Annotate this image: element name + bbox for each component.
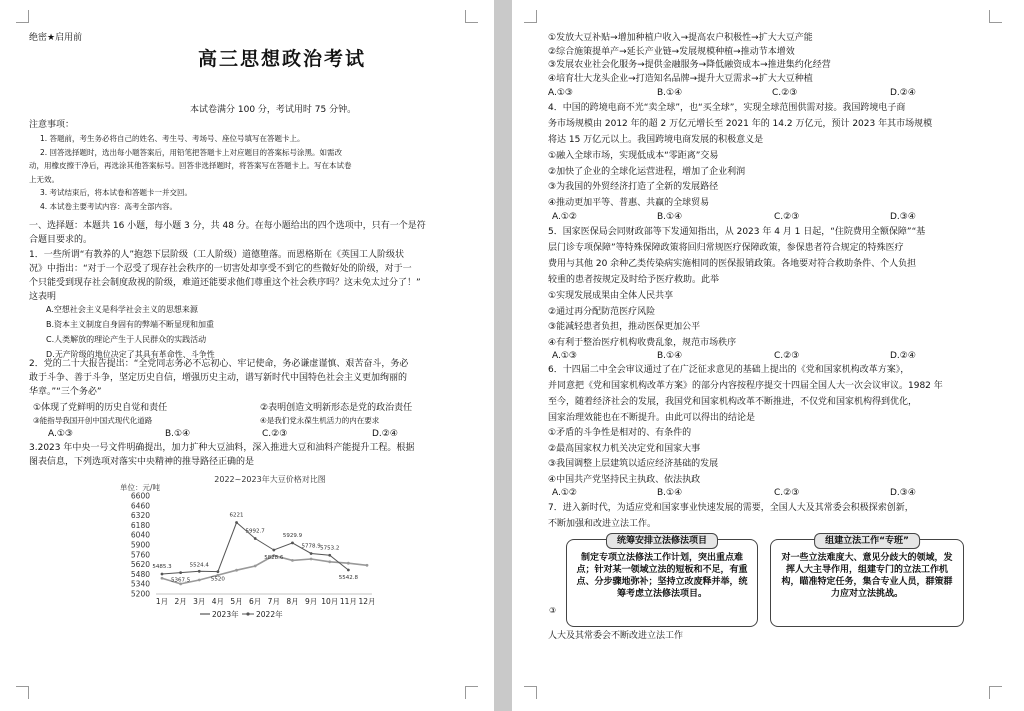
- y-tick-label: 5480: [130, 569, 150, 579]
- legend-label: 2022年: [256, 610, 283, 619]
- data-label: 5992.7: [245, 528, 265, 535]
- data-point: [198, 570, 201, 573]
- x-tick-label: 5月: [230, 597, 243, 606]
- soybean-price-chart: [120, 474, 380, 622]
- y-tick-label: 5900: [130, 540, 150, 550]
- option-line: ①实现发展成果由全体人民共享: [548, 291, 674, 301]
- info-box-1-text: 制定专项立法修法工作计划，突出重点难点；针对某一领域立法的短板和不足，有重点、分步骤地弥补；坚持立改废释并举，统筹考虑立法修法项目。: [576, 553, 748, 599]
- note-line: 1. 答题前，考生务必将自己的姓名、考生号、考场号、座位号填写在答题卡上。: [40, 134, 305, 143]
- crop-mark: [465, 10, 478, 23]
- choice-label: A.①③: [48, 429, 73, 439]
- y-tick-label: 5760: [130, 550, 150, 560]
- question-line: 1．一些所谓“有教养的人”抱怨下层阶级（工人阶级）道德堕落。而恩格斯在《英国工人阶级状: [29, 250, 405, 260]
- legend-label: 2023年: [212, 610, 239, 619]
- data-point: [217, 570, 220, 573]
- option-line: ③能减轻患者负担，推动医保更加公平: [548, 322, 701, 332]
- option-line: B.资本主义制度自身固有的弊端不断显现和加重: [46, 320, 215, 329]
- note-line: 3. 考试结束后，将本试卷和答题卡一并交回。: [40, 188, 193, 197]
- x-tick-label: 10月: [321, 597, 339, 606]
- data-point: [198, 579, 201, 582]
- question-line: 图表信息，下列选项对落实中央精神的推导路径正确的是: [29, 457, 255, 467]
- question-line: 不断加强和改进立法工作。: [548, 519, 657, 529]
- question-line: 将达 15 万亿元以上。我国跨境电商发展的积极意义是: [548, 135, 764, 145]
- x-tick-label: 2月: [174, 597, 187, 606]
- data-point: [254, 565, 257, 568]
- x-tick-label: 12月: [358, 597, 376, 606]
- question-line: 至今，随着经济社会的发展，我国党和国家机构改革不断推进，不仅党和国家机构得到优化，: [548, 397, 918, 407]
- note-line: 动，用橡皮擦干净后，再选涂其他答案标号。回答非选择题时，将答案写在答题卡上。写在本试卷: [29, 161, 352, 170]
- side-mark: ③: [549, 606, 557, 615]
- exam-subtitle: 本试卷满分 100 分，考试用时 75 分钟。: [190, 105, 357, 115]
- y-tick-label: 5340: [130, 579, 150, 589]
- info-box-2: [770, 536, 964, 627]
- question-line: 较重的患者按规定及时给予医疗救助。此举: [548, 275, 720, 285]
- section-line: 合题目要求的。: [29, 235, 93, 245]
- choice-label: C.②③: [262, 429, 288, 439]
- option-line: ②通过再分配防范医疗风险: [548, 306, 656, 317]
- question-line: 并同意把《党和国家机构改革方案》的部分内容按程序提交十四届全国人大一次会议审议。1982 年: [548, 381, 943, 391]
- choice-label: B.①④: [657, 88, 683, 98]
- data-point: [328, 560, 331, 563]
- info-box-2-text: 对一些立法难度大、意见分歧大的领域，发挥人大主导作用，组建专门的立法工作机构，瞄准特定任务，集合专业人员，群策群力应对立法挑战。: [781, 553, 953, 599]
- data-point: [328, 554, 331, 557]
- crop-mark: [16, 10, 29, 23]
- choice-label: B.①④: [657, 212, 683, 222]
- question-line: 7．进入新时代，为适应党和国家事业快速发展的需要，全国人大及其常委会积极探索创新，: [548, 503, 914, 513]
- option-line: ③为我国的外贸经济打造了全新的发展路径: [548, 182, 719, 192]
- y-axis-label: 单位：元/吨: [120, 483, 161, 492]
- option-line: ①融入全球市场，实现低成本“零距离”交易: [548, 151, 719, 161]
- crop-mark: [524, 10, 537, 23]
- data-point: [310, 558, 313, 561]
- choice-label: C.②③: [774, 488, 800, 498]
- crop-mark: [989, 686, 1002, 699]
- y-tick-label: 6320: [130, 511, 150, 521]
- data-label: 5929.9: [282, 532, 303, 539]
- question-line: 3.2023 年中央一号文件明确提出，加力扩种大豆油料，深入推进大豆和油料产能提升工程。根据: [29, 443, 415, 453]
- option-line: ④中国共产党坚持民主执政、依法执政: [548, 474, 701, 485]
- x-tick-label: 8月: [286, 597, 299, 606]
- option-line: D.无产阶级的地位决定了其具有革命性、斗争性: [46, 350, 215, 359]
- option-line: ①体现了党鲜明的历史自觉和责任: [33, 403, 168, 413]
- data-label: 5778.9: [301, 543, 321, 550]
- choice-label: B.①④: [657, 488, 683, 498]
- data-point: [254, 537, 257, 540]
- option-line: ④推动更加平等、普惠、共赢的全球贸易: [548, 197, 710, 208]
- option-line: ③能指导我国开创中国式现代化道路: [33, 416, 153, 425]
- question-line: 5．国家医保局会同财政部等下发通知指出，从 2023 年 4 月 1 日起，“住院费用全额保障”“基: [548, 227, 926, 237]
- option-line: ④是我们党永葆生机活力的内在要求: [260, 416, 380, 425]
- data-point: [347, 562, 350, 565]
- option-line: ③发展农业社会化服务→提供金融服务→降低融资成本→推进集约化经营: [548, 60, 831, 70]
- data-label: 5828.6: [264, 554, 284, 561]
- section-line: 一、选择题：本题共 16 小题，每小题 3 分，共 48 分。在每小题给出的四个选项中，只有一个是符: [29, 221, 426, 231]
- question-line: 国家治理效能也在不断提升。由此可以得出的结论是: [548, 413, 756, 423]
- note-line: 2. 回答选择题时，选出每小题答案后，用铅笔把答题卡上对应题目的答案标号涂黑。如需改: [40, 147, 343, 157]
- question-line: 个只能受到现存社会制度敌视的阶级，难道还能要求他们尊重这个社会秩序吗？这未免太过分了！”: [29, 278, 421, 288]
- y-tick-label: 6600: [130, 491, 150, 501]
- option-line: ③我国调整上层建筑以适应经济基础的发展: [548, 459, 719, 469]
- legend-marker: [246, 612, 249, 615]
- x-tick-label: 1月: [155, 597, 169, 606]
- choice-label: D.②④: [890, 88, 916, 98]
- question-line: 务市场规模由 2012 年的超 2 万亿元增长至 2021 年的 14.2 万亿元，预计 2023 年其市场规模: [548, 119, 933, 129]
- data-point: [272, 549, 275, 552]
- question-line: 况》中指出：“对于一个忍受了现存社会秩序的一切害处却享受不到它的些微好处的阶级，对于一: [29, 264, 412, 274]
- option-line: ②加快了企业的全球化运营进程，增加了企业利润: [548, 166, 746, 177]
- choice-label: A.①③: [548, 88, 573, 98]
- option-line: ①矛盾的斗争性是相对的、有条件的: [548, 428, 692, 438]
- option-line: ②综合施策提单产→延长产业链→发展规模种植→推动节本增效: [548, 46, 795, 57]
- data-label: 5367.5: [171, 577, 191, 584]
- y-tick-label: 5200: [130, 589, 150, 599]
- exam-page-left: [0, 0, 494, 711]
- choice-label: A.①③: [552, 351, 577, 361]
- data-point: [291, 542, 294, 545]
- choice-label: D.③④: [890, 212, 916, 222]
- y-tick-label: 6040: [130, 530, 150, 540]
- data-label: 5753.2: [320, 545, 340, 552]
- note-line: 上无效。: [29, 174, 59, 184]
- option-line: C.人类解放的理论产生于人民群众的实践活动: [46, 335, 207, 344]
- choice-label: C.②③: [774, 212, 800, 222]
- choice-label: A.①②: [552, 488, 577, 498]
- question-line: 敢于斗争、善于斗争，坚定历史自信，增强历史主动，谱写新时代中国特色社会主义更加绚丽的: [29, 373, 408, 383]
- data-point: [366, 564, 369, 567]
- choice-label: A.①②: [552, 212, 577, 222]
- choice-label: D.②④: [890, 351, 916, 361]
- data-label: 6221: [229, 512, 244, 519]
- data-label: 5524.4: [189, 562, 209, 569]
- choice-label: C.②③: [774, 351, 800, 361]
- crop-mark: [524, 686, 537, 699]
- crop-mark: [989, 10, 1002, 23]
- data-label: 5542.8: [338, 575, 358, 582]
- info-box-1-title: 统筹安排立法修法项目: [606, 533, 718, 549]
- option-line: ②最高国家权力机关决定党和国家大事: [548, 443, 701, 454]
- choice-label: C.②③: [772, 88, 798, 98]
- question-line: 2．党的二十大报告提出：“全党同志务必不忘初心、牢记使命，务必谦虚谨慎、艰苦奋斗，务必: [29, 359, 409, 369]
- question-line: 费用与其他 20 余种乙类传染病实施相同的医保报销政策。各地要对符合救助条件、个人负担: [548, 259, 917, 269]
- x-tick-label: 4月: [211, 597, 225, 606]
- crop-mark: [16, 686, 29, 699]
- info-box-1: [566, 536, 758, 627]
- data-label: 5520: [210, 576, 225, 583]
- x-tick-label: 7月: [267, 597, 280, 606]
- question-line: 6．十四届二中全会审议通过了在广泛征求意见的基础上提出的《党和国家机构改革方案》，: [548, 365, 910, 375]
- question-line: 层门诊专项保障”等特殊保障政策将回归常规医疗保障政策，参保患者符合规定的特殊医疗: [548, 243, 904, 253]
- data-label: 5485.3: [152, 564, 172, 571]
- option-line: ④有利于整治医疗机构收费乱象，规范市场秩序: [548, 337, 737, 348]
- option-line: A.空想社会主义是科学社会主义的思想来源: [46, 305, 198, 314]
- option-line: ④培育壮大龙头企业→打造知名品牌→提升大豆需求→扩大大豆种植: [548, 73, 813, 84]
- confidential-mark: 绝密★启用前: [29, 33, 83, 43]
- question-line: 华章。”“三个务必”: [29, 387, 102, 397]
- option-line: ①发放大豆补贴→增加种植户收入→提高农户积极性→扩大大豆产能: [548, 33, 813, 43]
- y-tick-label: 5620: [130, 560, 150, 570]
- x-tick-label: 6月: [249, 597, 262, 606]
- option-line: ②表明创造文明新形态是党的政治责任: [260, 403, 413, 413]
- data-point: [179, 571, 182, 574]
- data-point: [235, 569, 238, 572]
- choice-label: D.②④: [372, 429, 398, 439]
- choice-label: D.③④: [890, 488, 916, 498]
- data-point: [347, 569, 350, 572]
- y-tick-label: 6460: [130, 501, 150, 511]
- x-tick-label: 11月: [339, 597, 357, 606]
- x-tick-label: 3月: [193, 597, 206, 606]
- data-point: [310, 552, 313, 555]
- data-point: [235, 521, 238, 524]
- question-line: 这表明: [29, 292, 57, 302]
- chart-title: 2022~2023年大豆价格对比图: [214, 475, 326, 484]
- data-point: [161, 573, 164, 576]
- notes-title: 注意事项：: [29, 120, 75, 130]
- y-tick-label: 6180: [130, 520, 150, 530]
- exam-title: 高三思想政治考试: [198, 48, 367, 70]
- x-tick-label: 9月: [304, 597, 318, 606]
- note-line: 4. 本试卷主要考试内容：高考全部内容。: [40, 201, 178, 211]
- conclusion-line: 人大及其常委会不断改进立法工作: [548, 631, 684, 641]
- data-point: [291, 559, 294, 562]
- choice-label: B.①④: [657, 351, 683, 361]
- data-point: [161, 577, 164, 580]
- question-line: 4．中国的跨境电商不光“卖全球”，也“买全球”，实现全球范围供需对接。我国跨境电子商: [548, 103, 906, 113]
- choice-label: B.①④: [165, 429, 191, 439]
- crop-mark: [465, 686, 478, 699]
- exam-page-right: [512, 0, 1024, 711]
- info-box-2-title: 组建立法工作“专班”: [814, 533, 920, 549]
